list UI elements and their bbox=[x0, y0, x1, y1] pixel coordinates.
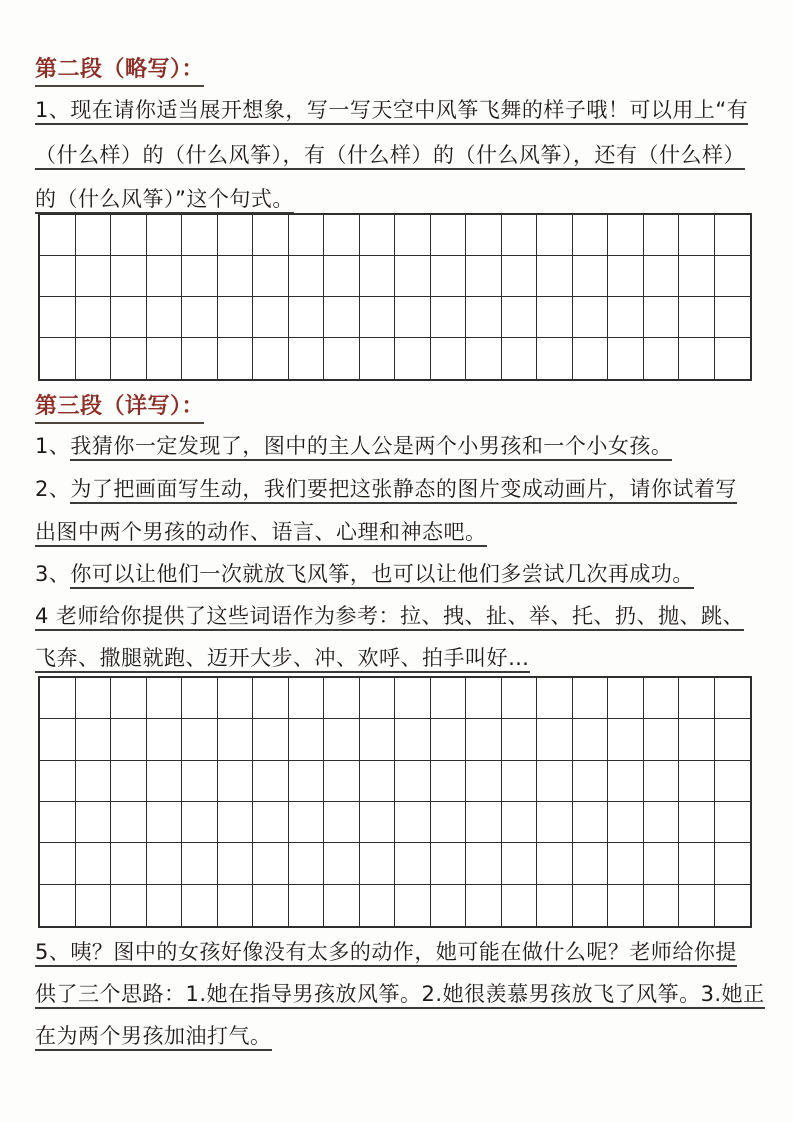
writing-grid-cell bbox=[289, 802, 325, 843]
section3-item1-line-1: 1、我猜你一定发现了，图中的主人公是两个小男孩和一个小女孩。 bbox=[35, 434, 672, 461]
writing-grid-cell bbox=[466, 256, 502, 297]
section2-intro-line-1: 1、现在请你适当展开想象，写一写天空中风筝飞舞的样子哦！可以用上“有 bbox=[35, 98, 748, 125]
writing-grid-cell bbox=[537, 802, 573, 843]
writing-grid-cell bbox=[40, 678, 76, 719]
writing-grid-cell bbox=[360, 843, 396, 884]
writing-grid-cell bbox=[40, 297, 76, 338]
writing-grid-cell bbox=[502, 719, 538, 760]
writing-grid-cell bbox=[431, 678, 467, 719]
writing-grid-cell bbox=[466, 678, 502, 719]
writing-grid-cell bbox=[289, 215, 325, 256]
writing-grid-cell bbox=[608, 678, 644, 719]
writing-grid-cell bbox=[573, 338, 609, 379]
writing-grid-cell bbox=[537, 678, 573, 719]
section3-item5-line-1: 5、咦？图中的女孩好像没有太多的动作，她可能在做什么呢？老师给你提 bbox=[35, 940, 737, 967]
writing-grid-cell bbox=[431, 885, 467, 926]
writing-grid-cell bbox=[715, 885, 751, 926]
writing-grid-cell bbox=[147, 215, 183, 256]
writing-grid-cell bbox=[466, 215, 502, 256]
section3-item4-line-1: 4 老师给你提供了这些词语作为参考：拉、拽、扯、举、托、扔、抛、跳、 bbox=[35, 604, 744, 631]
writing-grid-cell bbox=[431, 215, 467, 256]
writing-grid-cell bbox=[289, 678, 325, 719]
writing-grid-cell bbox=[182, 761, 218, 802]
writing-grid-cell bbox=[324, 885, 360, 926]
writing-grid-cell bbox=[253, 843, 289, 884]
writing-grid-cell bbox=[537, 297, 573, 338]
writing-grid-cell bbox=[76, 843, 112, 884]
writing-grid-cell bbox=[182, 215, 218, 256]
section3-heading-text: 第三段（详写）： bbox=[35, 395, 204, 424]
writing-grid-cell bbox=[466, 761, 502, 802]
writing-grid-cell bbox=[502, 678, 538, 719]
writing-grid-cell bbox=[253, 256, 289, 297]
writing-grid-cell bbox=[147, 802, 183, 843]
writing-grid-cell bbox=[253, 885, 289, 926]
writing-grid-cell bbox=[395, 215, 431, 256]
writing-grid-cell bbox=[111, 843, 147, 884]
writing-grid-cell bbox=[40, 256, 76, 297]
writing-grid-cell bbox=[111, 338, 147, 379]
writing-grid-cell bbox=[76, 256, 112, 297]
section2-intro-line-2: （什么样）的（什么风筝），有（什么样）的（什么风筝），还有（什么样） bbox=[35, 143, 745, 170]
writing-grid-cell bbox=[502, 885, 538, 926]
writing-grid-cell bbox=[573, 297, 609, 338]
writing-grid-cell bbox=[715, 297, 751, 338]
writing-grid-cell bbox=[324, 802, 360, 843]
writing-grid-cell bbox=[76, 338, 112, 379]
section3-item3-line-1: 3、你可以让他们一次就放飞风筝，也可以让他们多尝试几次再成功。 bbox=[35, 562, 694, 589]
writing-grid-cell bbox=[573, 885, 609, 926]
writing-grid-cell bbox=[253, 215, 289, 256]
writing-grid-cell bbox=[502, 256, 538, 297]
writing-grid-cell bbox=[147, 843, 183, 884]
writing-grid-cell bbox=[360, 885, 396, 926]
writing-grid-cell bbox=[573, 678, 609, 719]
writing-grid-cell bbox=[644, 761, 680, 802]
writing-grid-1 bbox=[38, 213, 752, 381]
writing-grid-cell bbox=[679, 843, 715, 884]
writing-grid-cell bbox=[466, 338, 502, 379]
writing-grid-cell bbox=[608, 338, 644, 379]
writing-grid-cell bbox=[573, 256, 609, 297]
writing-grid-cell bbox=[431, 802, 467, 843]
writing-grid-cell bbox=[715, 256, 751, 297]
writing-grid-cell bbox=[395, 678, 431, 719]
writing-grid-cell bbox=[715, 338, 751, 379]
writing-grid-cell bbox=[253, 719, 289, 760]
writing-grid-cell bbox=[466, 719, 502, 760]
writing-grid-cell bbox=[40, 215, 76, 256]
writing-grid-cell bbox=[182, 885, 218, 926]
writing-grid-cell bbox=[537, 719, 573, 760]
writing-grid-cell bbox=[324, 678, 360, 719]
writing-grid-cell bbox=[573, 761, 609, 802]
writing-grid-cell bbox=[218, 297, 254, 338]
writing-grid-cell bbox=[182, 256, 218, 297]
writing-grid-cell bbox=[431, 297, 467, 338]
writing-grid-cell bbox=[324, 761, 360, 802]
writing-grid-cell bbox=[395, 761, 431, 802]
writing-grid-cell bbox=[466, 885, 502, 926]
writing-grid-cell bbox=[679, 338, 715, 379]
writing-grid-cell bbox=[324, 297, 360, 338]
section3-heading bbox=[35, 395, 204, 424]
writing-grid-cell bbox=[608, 761, 644, 802]
writing-grid-cell bbox=[324, 843, 360, 884]
writing-grid-cell bbox=[715, 678, 751, 719]
writing-grid-cell bbox=[182, 719, 218, 760]
writing-grid-cell bbox=[360, 215, 396, 256]
writing-grid-cell bbox=[289, 338, 325, 379]
writing-grid-cell bbox=[218, 678, 254, 719]
section2-heading-text: 第二段（略写）： bbox=[35, 58, 204, 87]
writing-grid-cell bbox=[253, 761, 289, 802]
writing-grid-cell bbox=[715, 215, 751, 256]
writing-grid-cell bbox=[182, 678, 218, 719]
writing-grid-cell bbox=[360, 338, 396, 379]
writing-grid-cell bbox=[76, 761, 112, 802]
writing-grid-cell bbox=[76, 215, 112, 256]
writing-grid-cell bbox=[76, 719, 112, 760]
writing-grid-cell bbox=[218, 843, 254, 884]
writing-grid-cell bbox=[573, 843, 609, 884]
writing-grid-cell bbox=[360, 678, 396, 719]
writing-grid-cell bbox=[679, 802, 715, 843]
writing-grid-cell bbox=[289, 297, 325, 338]
writing-grid-cell bbox=[537, 885, 573, 926]
writing-grid-cell bbox=[466, 802, 502, 843]
writing-grid-cell bbox=[715, 761, 751, 802]
writing-grid-cell bbox=[679, 256, 715, 297]
writing-grid-cell bbox=[289, 843, 325, 884]
writing-grid-cell bbox=[147, 885, 183, 926]
writing-grid-cell bbox=[573, 802, 609, 843]
writing-grid-cell bbox=[644, 678, 680, 719]
writing-grid-cell bbox=[40, 719, 76, 760]
writing-grid-cell bbox=[360, 719, 396, 760]
writing-grid-cell bbox=[147, 256, 183, 297]
writing-grid-cell bbox=[608, 885, 644, 926]
writing-grid-cell bbox=[182, 802, 218, 843]
writing-grid-cell bbox=[182, 843, 218, 884]
writing-grid-cell bbox=[431, 256, 467, 297]
writing-grid-cell bbox=[182, 338, 218, 379]
writing-grid-cell bbox=[253, 678, 289, 719]
writing-grid-cell bbox=[537, 215, 573, 256]
writing-grid-cell bbox=[111, 719, 147, 760]
writing-grid-cell bbox=[715, 802, 751, 843]
writing-grid-cell bbox=[147, 761, 183, 802]
writing-grid-cell bbox=[431, 719, 467, 760]
writing-grid-cell bbox=[218, 885, 254, 926]
writing-grid-cell bbox=[76, 885, 112, 926]
writing-grid-cell bbox=[40, 761, 76, 802]
writing-grid-cell bbox=[608, 719, 644, 760]
writing-grid-cell bbox=[573, 719, 609, 760]
writing-grid-cell bbox=[537, 843, 573, 884]
writing-grid-cell bbox=[502, 761, 538, 802]
writing-grid-cell bbox=[218, 761, 254, 802]
section3-item4-line-2: 飞奔、撒腿就跑、迈开大步、冲、欢呼、拍手叫好… bbox=[35, 646, 530, 673]
writing-grid-cell bbox=[395, 256, 431, 297]
writing-grid-cell bbox=[253, 338, 289, 379]
writing-grid-cell bbox=[573, 215, 609, 256]
writing-grid-cell bbox=[644, 802, 680, 843]
section3-item5-line-2: 供了三个思路：1.她在指导男孩放风筝。2.她很羡慕男孩放飞了风筝。3.她正 bbox=[35, 982, 765, 1009]
writing-grid-cell bbox=[147, 719, 183, 760]
writing-grid-cell bbox=[679, 885, 715, 926]
writing-grid-cell bbox=[218, 719, 254, 760]
writing-grid-cell bbox=[111, 885, 147, 926]
writing-grid-cell bbox=[324, 215, 360, 256]
writing-grid-cell bbox=[644, 843, 680, 884]
writing-grid-cell bbox=[111, 256, 147, 297]
writing-grid-cell bbox=[253, 297, 289, 338]
writing-grid-cell bbox=[360, 761, 396, 802]
writing-grid-cell bbox=[395, 338, 431, 379]
writing-grid-cell bbox=[608, 843, 644, 884]
section3-item2-line-1: 2、为了把画面写生动，我们要把这张静态的图片变成动画片，请你试着写 bbox=[35, 477, 737, 504]
writing-grid-cell bbox=[608, 256, 644, 297]
writing-grid-cell bbox=[360, 802, 396, 843]
writing-grid-cell bbox=[360, 297, 396, 338]
writing-grid-cell bbox=[679, 761, 715, 802]
writing-grid-cell bbox=[431, 843, 467, 884]
writing-grid-cell bbox=[644, 719, 680, 760]
writing-grid-cell bbox=[289, 761, 325, 802]
writing-grid-cell bbox=[715, 843, 751, 884]
writing-grid-cell bbox=[537, 256, 573, 297]
writing-grid-cell bbox=[466, 297, 502, 338]
writing-grid-cell bbox=[608, 802, 644, 843]
writing-grid-cell bbox=[644, 256, 680, 297]
writing-grid-cell bbox=[395, 885, 431, 926]
writing-grid-cell bbox=[289, 719, 325, 760]
writing-grid-cell bbox=[644, 338, 680, 379]
writing-grid-cell bbox=[502, 297, 538, 338]
writing-grid-cell bbox=[253, 802, 289, 843]
writing-grid-cell bbox=[395, 802, 431, 843]
writing-grid-cell bbox=[324, 256, 360, 297]
writing-grid-cell bbox=[111, 802, 147, 843]
writing-grid-cell bbox=[218, 338, 254, 379]
writing-grid-cell bbox=[502, 215, 538, 256]
writing-grid-cell bbox=[147, 297, 183, 338]
section3-item2-line-2: 出图中两个男孩的动作、语言、心理和神态吧。 bbox=[35, 520, 487, 547]
writing-grid-cell bbox=[289, 256, 325, 297]
writing-grid-cell bbox=[289, 885, 325, 926]
writing-grid-cell bbox=[715, 719, 751, 760]
writing-grid-cell bbox=[608, 297, 644, 338]
section2-heading bbox=[35, 58, 204, 87]
writing-grid-cell bbox=[324, 338, 360, 379]
writing-grid-cell bbox=[537, 761, 573, 802]
writing-grid-cell bbox=[431, 761, 467, 802]
section2-intro-line-3: 的（什么风筝）”这个句式。 bbox=[35, 187, 294, 214]
writing-grid-cell bbox=[360, 256, 396, 297]
writing-grid-cell bbox=[502, 338, 538, 379]
writing-grid-cell bbox=[182, 297, 218, 338]
writing-grid-cell bbox=[147, 678, 183, 719]
writing-grid-cell bbox=[40, 885, 76, 926]
writing-grid-cell bbox=[111, 678, 147, 719]
writing-grid-cell bbox=[679, 215, 715, 256]
writing-grid-cell bbox=[395, 719, 431, 760]
writing-grid-cell bbox=[644, 885, 680, 926]
writing-grid-cell bbox=[218, 215, 254, 256]
writing-grid-cell bbox=[466, 843, 502, 884]
writing-grid-cell bbox=[537, 338, 573, 379]
writing-grid-cell bbox=[502, 802, 538, 843]
writing-grid-cell bbox=[644, 215, 680, 256]
writing-grid-cell bbox=[147, 338, 183, 379]
writing-grid-cell bbox=[111, 761, 147, 802]
writing-grid-cell bbox=[679, 297, 715, 338]
writing-grid-cell bbox=[395, 843, 431, 884]
writing-grid-cell bbox=[40, 802, 76, 843]
writing-grid-cell bbox=[40, 843, 76, 884]
writing-grid-cell bbox=[76, 297, 112, 338]
writing-grid-cell bbox=[324, 719, 360, 760]
writing-grid-cell bbox=[76, 678, 112, 719]
writing-grid-cell bbox=[644, 297, 680, 338]
writing-grid-cell bbox=[395, 297, 431, 338]
writing-grid-cell bbox=[431, 338, 467, 379]
writing-grid-2 bbox=[38, 676, 752, 928]
writing-grid-cell bbox=[608, 215, 644, 256]
writing-grid-cell bbox=[502, 843, 538, 884]
writing-grid-cell bbox=[218, 256, 254, 297]
writing-grid-cell bbox=[76, 802, 112, 843]
section3-item5-line-3: 在为两个男孩加油打气。 bbox=[35, 1024, 272, 1051]
writing-grid-cell bbox=[111, 215, 147, 256]
writing-grid-cell bbox=[218, 802, 254, 843]
writing-grid-cell bbox=[679, 719, 715, 760]
writing-grid-cell bbox=[111, 297, 147, 338]
writing-grid-cell bbox=[40, 338, 76, 379]
writing-grid-cell bbox=[679, 678, 715, 719]
